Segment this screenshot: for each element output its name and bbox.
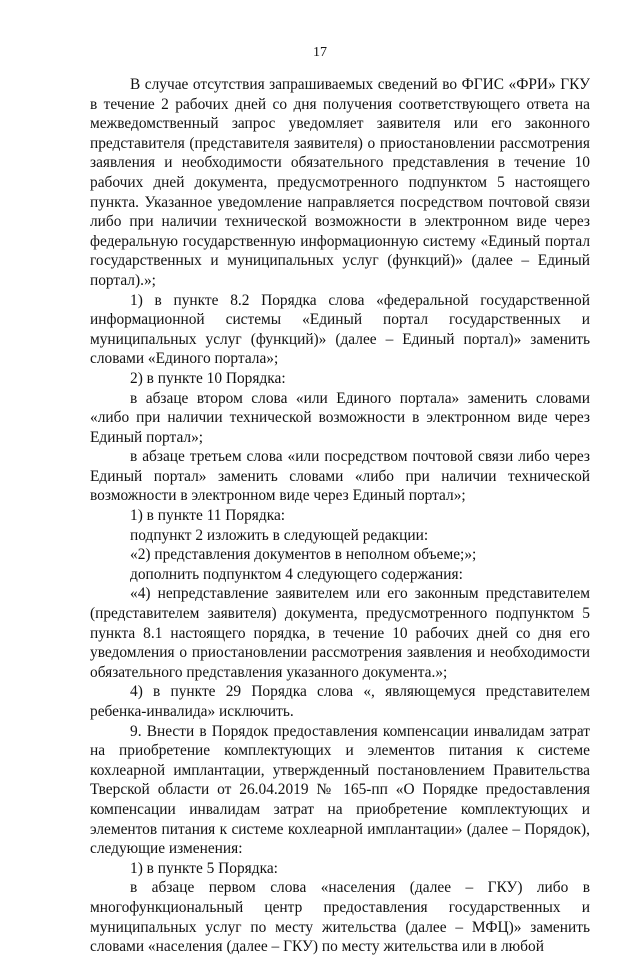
paragraph-item-29: 4) в пункте 29 Порядка слова «, являющемуся представителем ребенка-инвалида» исключить. — [90, 683, 590, 720]
paragraph-subitem-2-instruction: подпункт 2 изложить в следующей редакции: — [130, 526, 429, 544]
paragraph-item-5-abzac-1: в абзаце первом слова «населения (далее – ГКУ) либо в многофункциональный центр предоставления государственных и муниципальных услуг по месту жительства (далее – МФЦ)» заменить словами «населения (далее – ГКУ) по месту жительства или в любой — [90, 879, 590, 956]
paragraph-item-11-heading: 1) в пункте 11 Порядка: — [130, 507, 286, 525]
document-body — [90, 75, 590, 957]
paragraph-section-9: 9. Внести в Порядок предоставления компенсации инвалидам затрат на приобретение комплектующих и элементов питания к системе кохлеарной имплантации, утвержденный постановлением Правительства Тверской области от 26.04.2019 № 165-пп «О Порядке предоставления компенсации инвалидам затрат на приобретение комплектующих и элементов питания к системе кохлеарной имплантации» (далее – Порядок), следующие изменения: — [90, 722, 590, 858]
paragraph-item-10-abzac-2: в абзаце втором слова «или Единого портала» заменить словами «либо при наличии технической возможности в электронном виде через Единый портал»; — [90, 389, 590, 446]
paragraph-fgis-notification: В случае отсутствия запрашиваемых сведений во ФГИС «ФРИ» ГКУ в течение 2 рабочих дней со дня получения соответствующего ответа на межведомственный запрос уведомляет заявителя или его законного представителя (представителя заявителя) о приостановлении рассмотрения заявления и необходимости обязательного представления в течение 10 рабочих дней документа, предусмотренного подпунктом 5 настоящего пункта. Указанное уведомление направляется посредством почтовой связи либо при наличии технической возможности в электронном виде через федеральную государственную информационную систему «Единый портал государственных и муниципальных услуг (функций)» (далее – Единый портал).»; — [90, 76, 590, 289]
paragraph-subitem-2-text: «2) представления документов в неполном объеме;»; — [130, 546, 477, 564]
paragraph-item-10-abzac-3: в абзаце третьем слова «или посредством почтовой связи либо через Единый портал» заменить словами «либо при наличии технической возможности в электронном виде через Единый портал»; — [90, 448, 590, 505]
page-number: 17 — [313, 45, 327, 60]
paragraph-item-5-heading: 1) в пункте 5 Порядка: — [130, 859, 278, 877]
paragraph-subitem-4-instruction: дополнить подпунктом 4 следующего содержания: — [130, 565, 463, 583]
paragraph-subitem-4-text: «4) непредставление заявителем или его законным представителем (представителем заявителя) документа, предусмотренного подпунктом 5 пункта 8.1 настоящего порядка, в течение 10 рабочих дней со дня его уведомления о приостановлении рассмотрения заявления и необходимости обязательного представления указанного документа.»; — [90, 585, 590, 681]
paragraph-item-8-2: 1) в пункте 8.2 Порядка слова «федеральной государственной информационной системы «Единый портал государственных и муниципальных услуг (функций)» (далее – Единый портал)» заменить словами «Единого портала»; — [90, 291, 590, 368]
paragraph-item-10-heading: 2) в пункте 10 Порядка: — [130, 369, 286, 387]
